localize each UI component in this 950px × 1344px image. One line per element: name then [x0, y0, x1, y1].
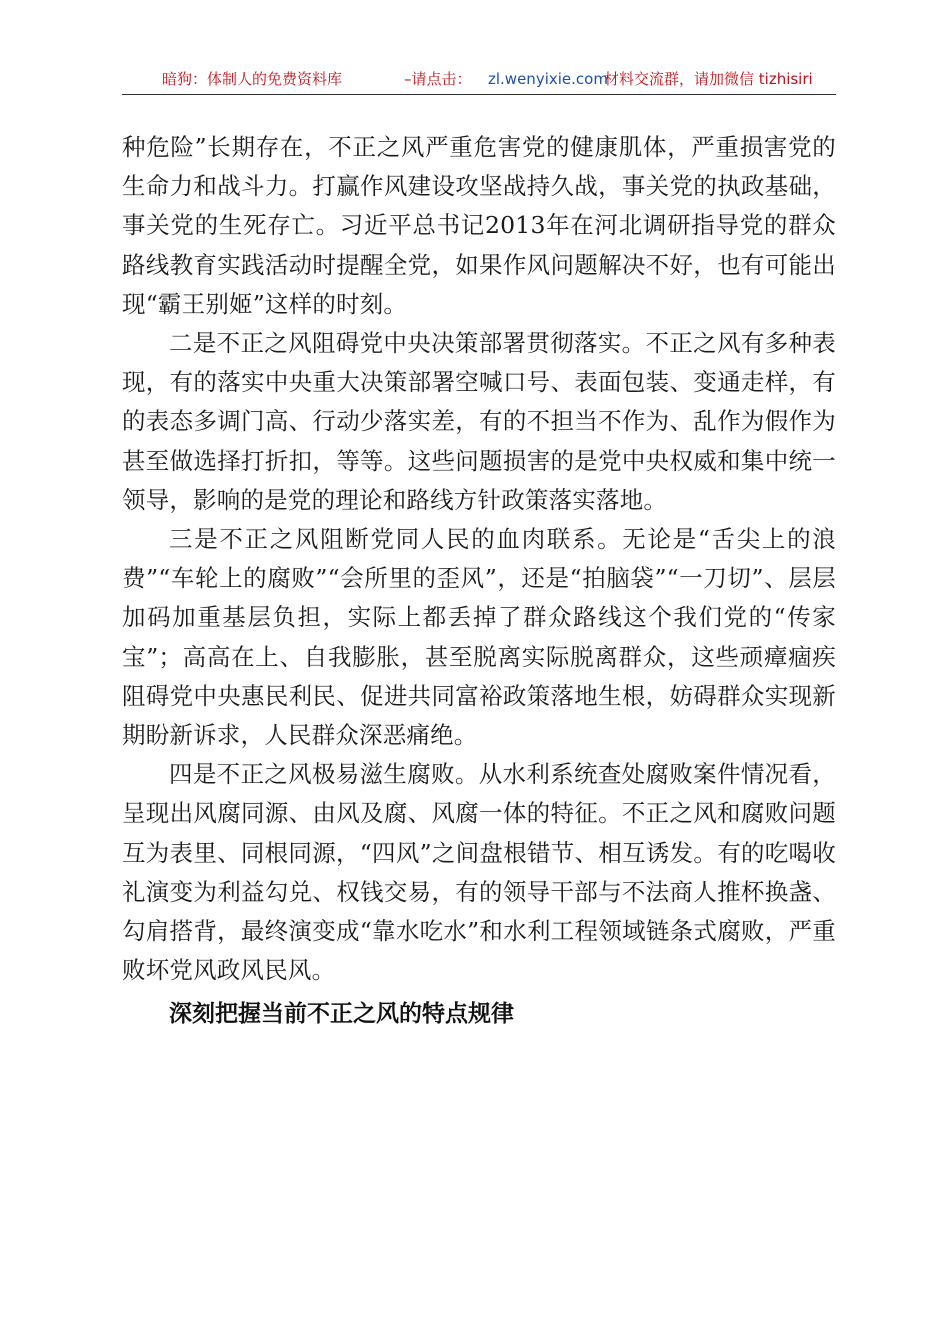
paragraph-continuation: 种危险”长期存在，不正之风严重危害党的健康肌体，严重损害党的生命力和战斗力。打赢作风建设攻坚战持久战，事关党的执政基础，事关党的生死存亡。习近平总书记2013年在河北调研指导党的群众路线教育实践活动时提醒全党，如果作风问题解决不好，也有可能出现“霸王别姬”这样的时刻。	[122, 133, 836, 318]
header-contact: 材料交流群，请加微信 tizhisiri	[604, 70, 813, 88]
header-prompt: –请点击：	[404, 70, 472, 88]
paragraph-point-three: 三是不正之风阻断党同人民的血肉联系。无论是“舌尖上的浪费”“车轮上的腐败”“会所里的歪风”，还是“拍脑袋”“一刀切”、层层加码加重基层负担，实际上都丢掉了群众路线这个我们党的“传家宝”；高高在上、自我膨胀，甚至脱离实际脱离群众，这些顽瘴痼疾阻碍党中央惠民利民、促进共同富裕政策落地生根，妨碍群众实现新期盼新诉求，人民群众深恶痛绝。	[122, 525, 836, 750]
header-brand: 暗狗：体制人的免费资料库	[162, 70, 343, 88]
page-header	[122, 62, 836, 95]
section-heading: 深刻把握当前不正之风的特点规律	[169, 1001, 514, 1028]
paragraph-point-two: 二是不正之风阻碍党中央决策部署贯彻落实。不正之风有多种表现，有的落实中央重大决策部署空喊口号、表面包装、变通走样，有的表态多调门高、行动少落实差，有的不担当不作为、乱作为假作为甚至做选择打折扣，等等。这些问题损害的是党中央权威和集中统一领导，影响的是党的理论和路线方针政策落实落地。	[122, 329, 836, 514]
document-body	[122, 128, 836, 1034]
paragraph-point-four: 四是不正之风极易滋生腐败。从水利系统查处腐败案件情况看，呈现出风腐同源、由风及腐、风腐一体的特征。不正之风和腐败问题互为表里、同根同源，“四风”之间盘根错节、相互诱发。有的吃喝收礼演变为利益勾兑、权钱交易，有的领导干部与不法商人推杯换盏、勾肩搭背，最终演变成“靠水吃水”和水利工程领域链条式腐败，严重败坏党风政风民风。	[122, 760, 836, 985]
header-link[interactable]: zl.wenyixie.com	[488, 70, 608, 88]
